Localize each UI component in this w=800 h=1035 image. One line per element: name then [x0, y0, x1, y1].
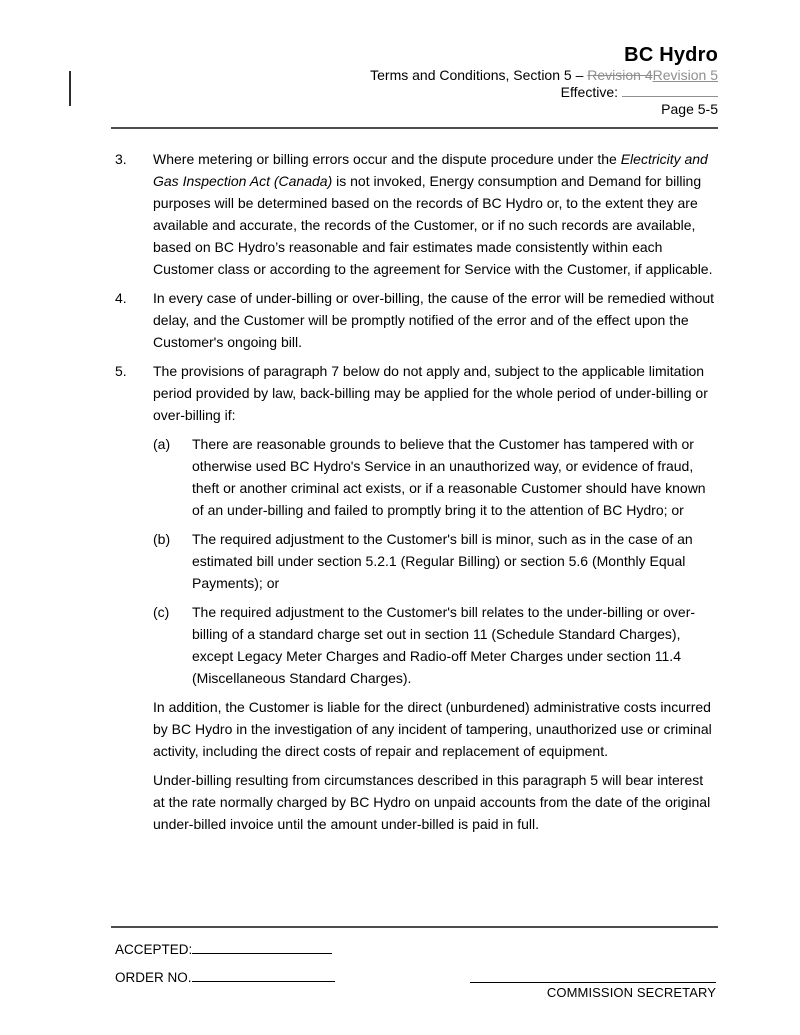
subitem-a — [153, 433, 718, 521]
paragraph-3-pre: Where metering or billing errors occur and the dispute procedure under the — [153, 151, 621, 167]
subitem-marker: (c) — [153, 604, 170, 620]
subitem-b — [153, 528, 718, 594]
paragraph-5 — [115, 360, 718, 426]
closing-paragraph-interest: Under-billing resulting from circumstances described in this paragraph 5 will bear interest at the rate normally charged by BC Hydro on unpaid accounts from the date of the original under-billed invoice until the amount under-billed is paid in full. — [153, 772, 711, 832]
order-number-blank — [192, 969, 335, 982]
subitem-marker: (b) — [153, 531, 171, 547]
subitem-marker: (a) — [153, 436, 171, 452]
effective-date-blank — [622, 84, 718, 97]
brand-title: BC Hydro — [624, 44, 718, 66]
accepted-label: ACCEPTED: — [115, 942, 193, 957]
accepted-signature-blank — [192, 941, 332, 954]
subitem-text: The required adjustment to the Customer's bill relates to the under-billing or over-billing of a standard charge set out in section 11 (Schedule Standard Charges), except Legacy Meter Charges and Radio-off Meter Charges under section 11.4 (Miscellaneous Standard Charges). — [192, 604, 696, 686]
subitem-c — [153, 601, 718, 689]
paragraph-3 — [115, 148, 718, 280]
effective-label: Effective: — [560, 84, 618, 100]
accepted-row — [115, 941, 332, 957]
effective-line — [370, 84, 718, 101]
subitem-text: There are reasonable grounds to believe that the Customer has tampered with or otherwise used BC Hydro's Service in an unauthorized way, or evidence of fraud, theft or another criminal act exists, or if a reasonable Customer should have known of an under-billing and failed to promptly bring it to the attention of BC Hydro; or — [192, 436, 706, 518]
paragraph-number: 4. — [115, 290, 127, 306]
revision-removed-text: Revision 4 — [587, 67, 653, 83]
subitem-list — [153, 433, 718, 689]
paragraph-3-italic-act-title: Electricity and Gas Inspection Act (Canada) — [153, 151, 708, 189]
revision-added-text: Revision 5 — [652, 67, 718, 83]
document-header — [370, 44, 718, 118]
paragraph-text — [153, 148, 718, 280]
commission-secretary-signature — [470, 982, 716, 1000]
paragraph-text: In every case of under-billing or over-billing, the cause of the error will be remedied without delay, and the Customer will be promptly notified of the error and of the effect upon the Customer's ongoing bill. — [153, 290, 715, 350]
order-number-row — [115, 969, 335, 985]
subtitle-prefix: Terms and Conditions, Section 5 – — [370, 67, 588, 83]
closing-paragraph-admin-costs: In addition, the Customer is liable for the direct (unburdened) administrative costs incurred by BC Hydro in the investigation of any incident of tampering, unauthorized use or criminal activity, including the direct costs of repair and replacement of equipment. — [153, 699, 712, 759]
order-number-label: ORDER NO. — [115, 970, 192, 985]
paragraph-4 — [115, 287, 718, 353]
subtitle-line — [370, 67, 718, 84]
paragraph-number: 5. — [115, 363, 127, 379]
paragraph-3-post: is not invoked, Energy consumption and Demand for billing purposes will be determined based on the records of BC Hydro or, to the extent they are available and accurate, the records of the Customer, or if no such records are available, based on BC Hydro’s reasonable and fair estimates made consistently within each Customer class or according to the agreement for Service with the Customer, if applicable. — [153, 173, 713, 277]
commission-secretary-label: COMMISSION SECRETARY — [546, 985, 716, 1000]
revision-change-bar — [69, 71, 71, 106]
page-number: Page 5-5 — [661, 101, 718, 117]
footer-divider — [111, 926, 718, 928]
paragraph-number: 3. — [115, 151, 127, 167]
subitem-text: The required adjustment to the Customer's bill is minor, such as in the case of an estimated bill under section 5.2.1 (Regular Billing) or section 5.6 (Monthly Equal Payments); or — [192, 531, 693, 591]
document-body — [115, 148, 718, 842]
header-divider — [111, 127, 718, 129]
paragraph-text: The provisions of paragraph 7 below do not apply and, subject to the applicable limitation period provided by law, back-billing may be applied for the whole period of under-billing or over-billing if: — [153, 363, 708, 423]
